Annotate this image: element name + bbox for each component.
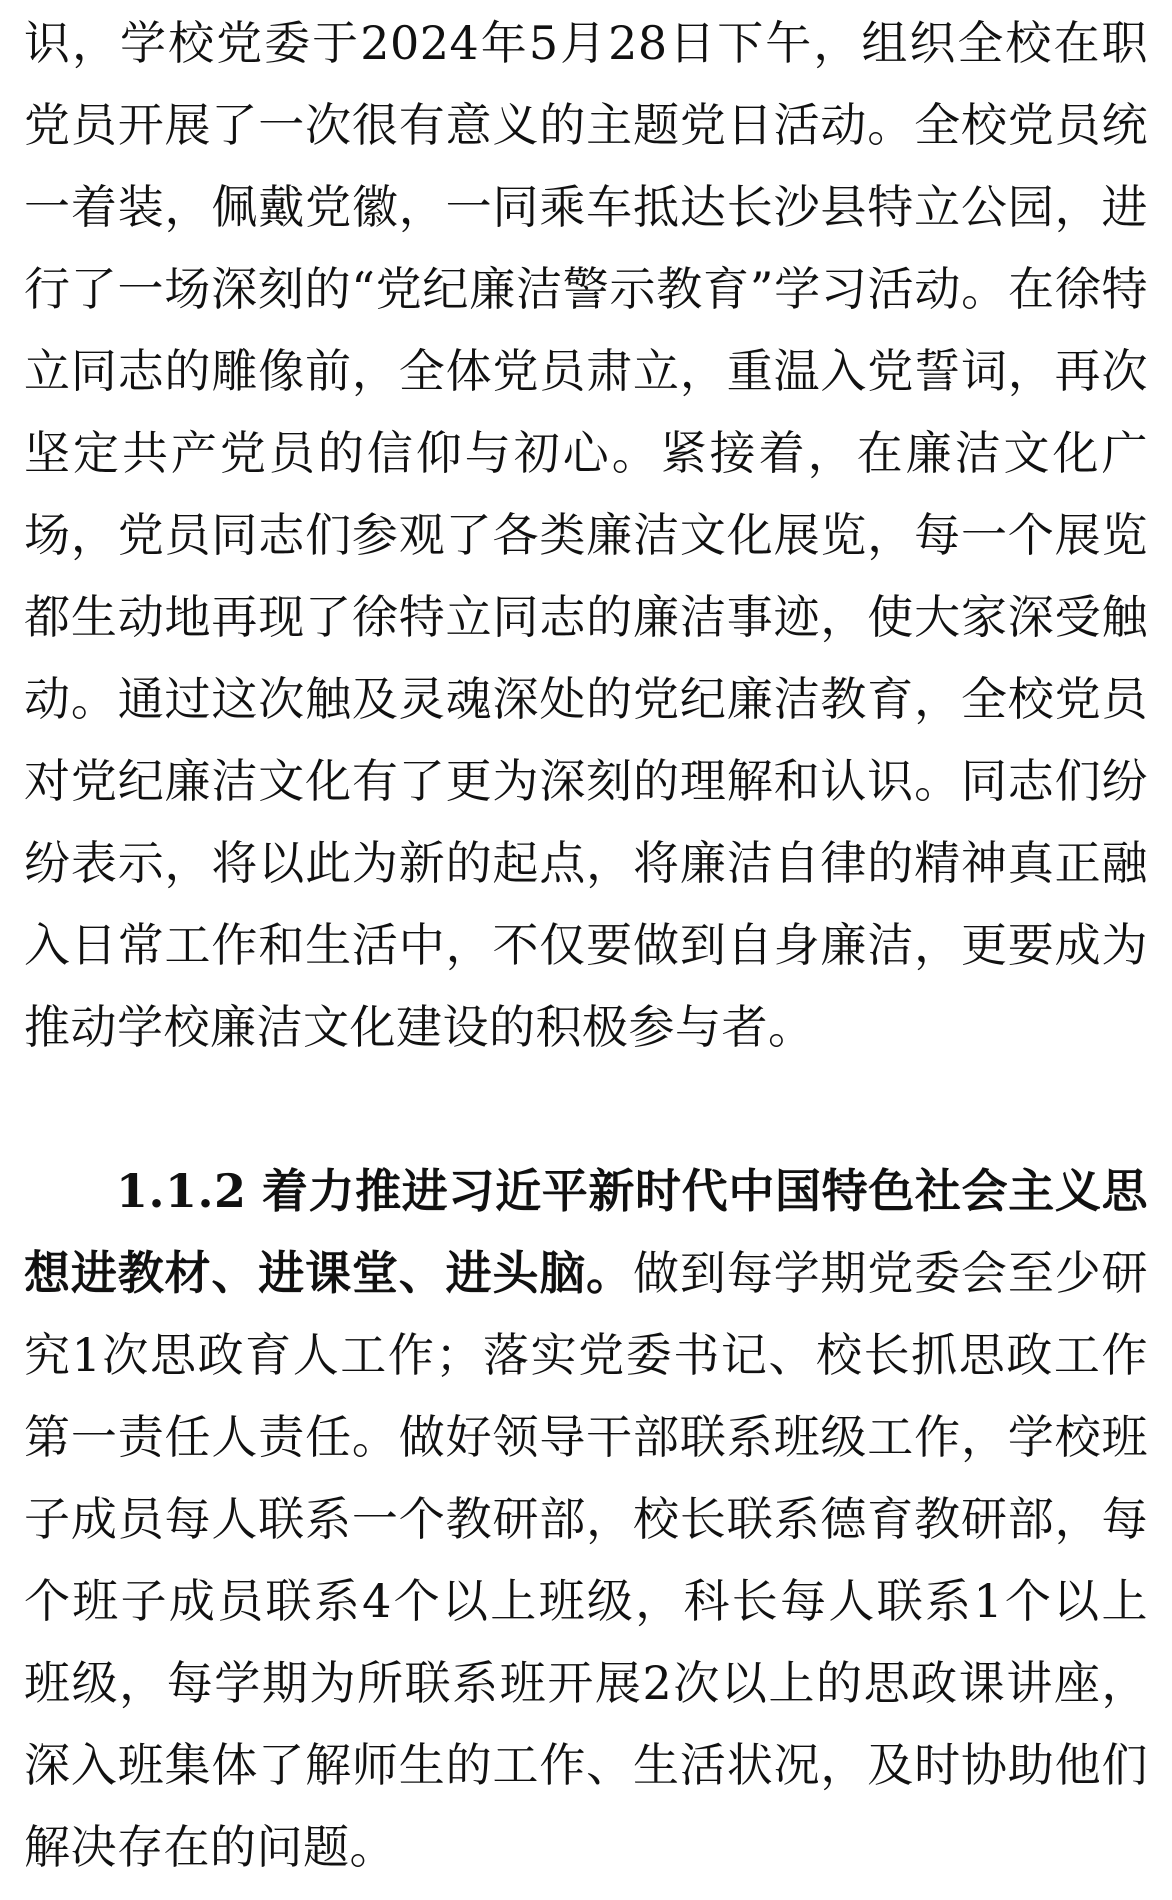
body-paragraph-1: 识，学校党委于2024年5月28日下午，组织全校在职党员开展了一次很有意义的主题党日活动。全校党员统一着装，佩戴党徽，一同乘车抵达长沙县特立公园，进行了一场深刻的“党纪廉洁警示教育”学习活动。在徐特立同志的雕像前，全体党员肃立，重温入党誓词，再次坚定共产党员的信仰与初心。紧接着，在廉洁文化广场，党员同志们参观了各类廉洁文化展览，每一个展览都生动地再现了徐特立同志的廉洁事迹，使大家深受触动。通过这次触及灵魂深处的党纪廉洁教育，全校党员对党纪廉洁文化有了更为深刻的理解和认识。同志们纷纷表示，将以此为新的起点，将廉洁自律的精神真正融入日常工作和生活中，不仅要做到自身廉洁，更要成为推动学校廉洁文化建设的积极参与者。 bbox=[24, 16, 1148, 1054]
body-paragraph-2 bbox=[24, 1150, 1148, 1888]
section-heading: 着力推进习近平新时代中国特色社会主义思想进教材、进课堂、进头脑。 bbox=[24, 1164, 1149, 1300]
section-number: 1.1.2 bbox=[116, 1164, 247, 1218]
section-body: 做到每学期党委会至少研究1次思政育人工作；落实党委书记、校长抓思政工作第一责任人责任。做好领导干部联系班级工作，学校班子成员每人联系一个教研部，校长联系德育教研部，每个班子成员联系4个以上班级，科长每人联系1个以上班级，每学期为所联系班开展2次以上的思政课讲座，深入班集体了解师生的工作、生活状况，及时协助他们解决存在的问题。 bbox=[24, 1246, 1149, 1874]
document-page bbox=[24, 0, 1148, 1888]
